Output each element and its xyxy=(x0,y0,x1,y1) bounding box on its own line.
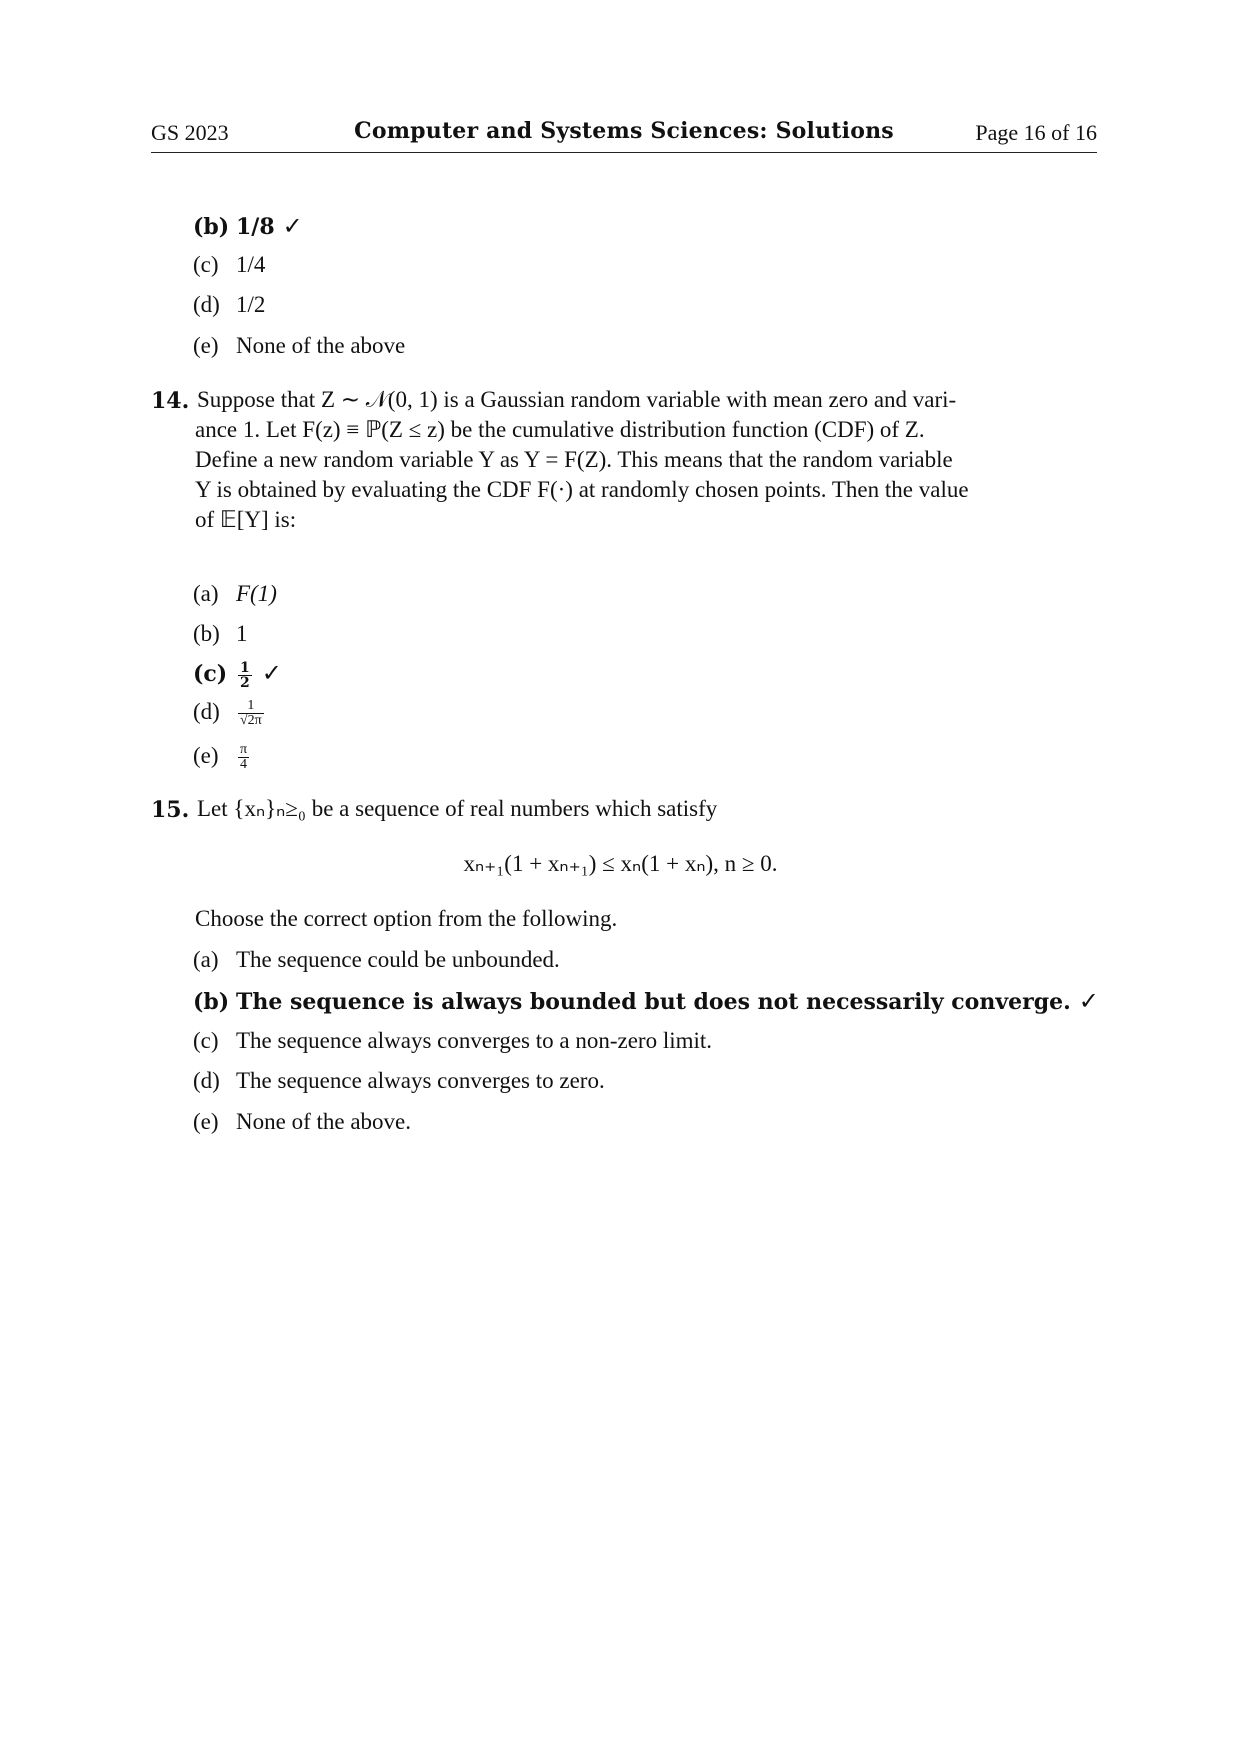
q14-text-line: Suppose that Z ∼ 𝒩(0, 1) is a Gaussian random variable with mean zero and vari- xyxy=(197,387,957,412)
exam-label: GS 2023 xyxy=(151,120,229,145)
q14-text-line: Y is obtained by evaluating the CDF F(·) at randomly chosen points. Then the value xyxy=(195,477,969,502)
check-icon: ✓ xyxy=(261,659,282,687)
fraction: $\frac{1}{2}$ xyxy=(240,659,250,691)
q15-option-c: (c) The sequence always converges to a non-zero limit. xyxy=(193,1028,713,1053)
q14-text-line: Define a new random variable Y as Y = F(Z). This means that the random variable xyxy=(195,447,953,472)
q14-option-a: (a) F(1) xyxy=(193,581,277,606)
check-icon: ✓ xyxy=(1078,987,1099,1015)
q13-option-e: (e) None of the above xyxy=(193,333,406,358)
q15-equation: xₙ₊₁(1 + xₙ₊₁) ≤ xₙ(1 + xₙ), n ≥ 0. xyxy=(463,851,778,876)
q14-option-d: (d) $\frac{1}{√2\pi}$ xyxy=(193,698,262,729)
q13-option-d: (d) 1/2 xyxy=(193,292,266,317)
page-header xyxy=(151,116,1097,153)
q13-option-c: (c) 1/4 xyxy=(193,252,266,277)
q14-option-c: (c) $\frac{1}{2}$ ✓ xyxy=(193,659,282,691)
q14-text-line: ance 1. Let F(z) ≡ ℙ(Z ≤ z) be the cumulative distribution function (CDF) of Z. xyxy=(195,417,925,442)
q15-option-e: (e) None of the above. xyxy=(193,1109,411,1134)
fraction: $\frac{\pi}{4}$ xyxy=(240,742,248,773)
q14-option-b: (b) 1 xyxy=(193,621,248,646)
q15-option-d: (d) The sequence always converges to zero. xyxy=(193,1068,605,1093)
fraction: $\frac{1}{√2\pi}$ xyxy=(240,698,262,729)
q15-intro: Let {xₙ}ₙ≥₀ be a sequence of real numbers which satisfy xyxy=(197,796,718,821)
q15-number: 15. xyxy=(151,797,190,823)
q13-option-b: (b) 1/8 ✓ xyxy=(193,212,303,240)
q14-option-e: (e) $\frac{\pi}{4}$ xyxy=(193,742,248,773)
q14-text-line: of 𝔼[Y] is: xyxy=(195,507,297,532)
check-icon: ✓ xyxy=(282,212,303,240)
page-number: Page 16 of 16 xyxy=(975,120,1097,145)
q15-prompt: Choose the correct option from the following. xyxy=(195,906,618,931)
q15-option-b: (b) The sequence is always bounded but does not necessarily converge. ✓ xyxy=(193,987,1099,1015)
q15-option-a: (a) The sequence could be unbounded. xyxy=(193,947,560,972)
q14-number: 14. xyxy=(151,388,190,414)
document-title: Computer and Systems Sciences: Solutions xyxy=(354,118,894,144)
